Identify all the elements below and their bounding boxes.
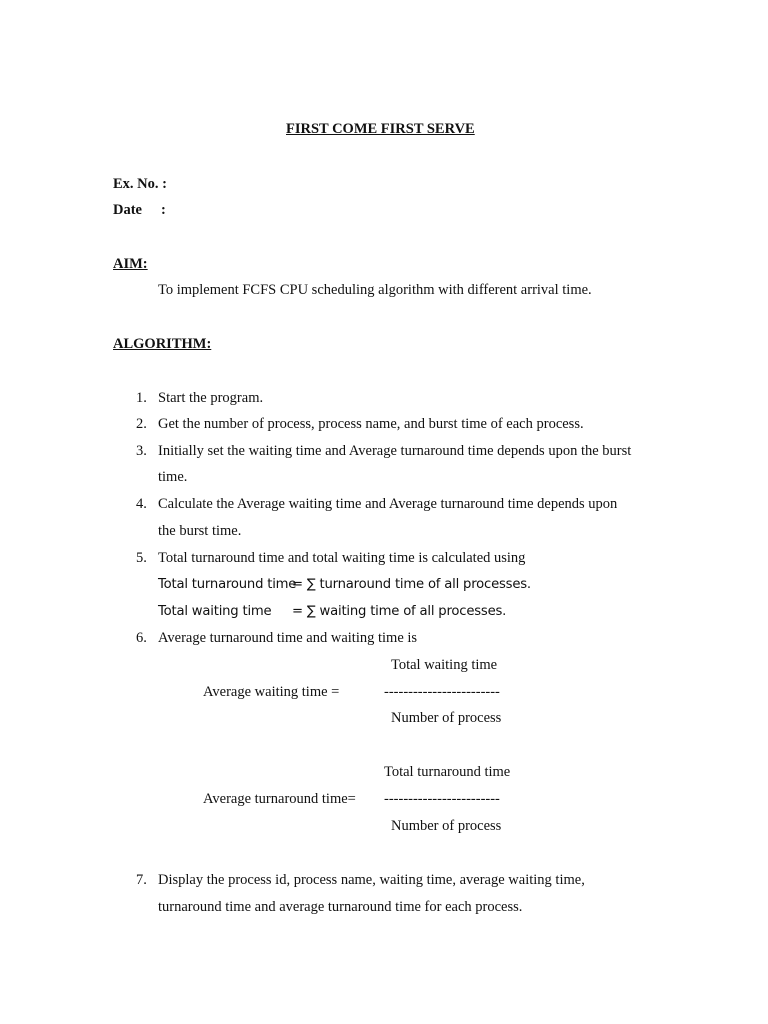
date-colon: : xyxy=(161,202,166,218)
algorithm-heading: ALGORITHM: xyxy=(113,336,212,352)
step-text-continued: the burst time. xyxy=(158,523,242,539)
step-text: Start the program. xyxy=(158,390,264,406)
step-text: Initially set the waiting time and Average turnaround time depends upon the burst xyxy=(158,443,632,459)
avg-turnaround-label: Average turnaround time= xyxy=(203,791,356,807)
step-number: 2. xyxy=(136,416,147,432)
formula-waiting-eq: = ∑ waiting time of all processes. xyxy=(292,604,507,619)
step-number: 4. xyxy=(136,496,147,512)
step-text-continued: time. xyxy=(158,469,188,485)
ex-no-label: Ex. No. : xyxy=(113,176,167,192)
step-text: Calculate the Average waiting time and Average turnaround time depends upon xyxy=(158,496,618,512)
step-text: Display the process id, process name, waiting time, average waiting time, xyxy=(158,872,585,888)
step-text-continued: turnaround time and average turnaround time for each process. xyxy=(158,899,523,915)
formula-waiting-left: Total waiting time xyxy=(158,604,272,619)
aim-text: To implement FCFS CPU scheduling algorithm with different arrival time. xyxy=(158,282,592,298)
formula-turnaround-eq: = ∑ turnaround time of all processes. xyxy=(292,577,531,592)
step-number: 3. xyxy=(136,443,147,459)
page-title: FIRST COME FIRST SERVE xyxy=(286,121,475,137)
avg-waiting-divider: ------------------------ xyxy=(384,684,500,700)
step-text: Get the number of process, process name, and burst time of each process. xyxy=(158,416,584,432)
formula-turnaround-left: Total turnaround time xyxy=(158,577,297,592)
avg-waiting-label: Average waiting time = xyxy=(203,684,340,700)
avg-waiting-denominator: Number of process xyxy=(391,710,502,726)
avg-turnaround-denominator: Number of process xyxy=(391,818,502,834)
step-text: Average turnaround time and waiting time is xyxy=(158,630,418,646)
avg-turnaround-numerator: Total turnaround time xyxy=(384,764,511,780)
aim-heading: AIM: xyxy=(113,256,148,272)
step-number: 7. xyxy=(136,872,147,888)
avg-waiting-numerator: Total waiting time xyxy=(391,657,498,673)
date-label: Date xyxy=(113,202,142,218)
step-number: 1. xyxy=(136,390,147,406)
step-text: Total turnaround time and total waiting time is calculated using xyxy=(158,550,526,566)
avg-turnaround-divider: ------------------------ xyxy=(384,791,500,807)
step-number: 5. xyxy=(136,550,147,566)
step-number: 6. xyxy=(136,630,147,646)
